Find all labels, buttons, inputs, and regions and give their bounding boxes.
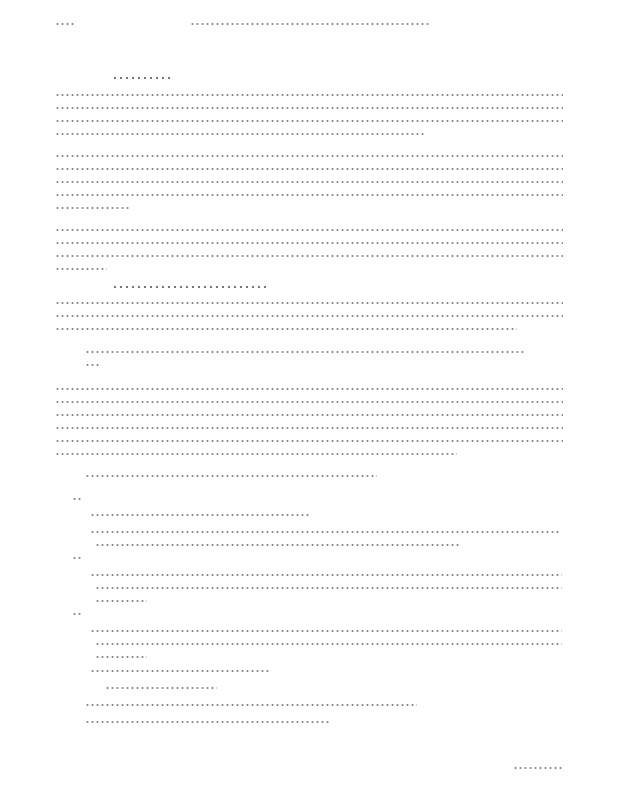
list-item-marker <box>72 612 82 616</box>
list-item <box>95 543 460 547</box>
list-item <box>90 573 562 577</box>
section-heading <box>112 76 174 80</box>
list-item <box>85 720 329 724</box>
list-item <box>90 513 310 517</box>
list-item <box>95 599 147 603</box>
list-item-marker <box>72 556 82 560</box>
list-item <box>90 669 270 673</box>
list-item <box>105 686 217 690</box>
page-number <box>513 766 563 774</box>
list-item <box>90 530 560 534</box>
running-header-center <box>190 22 430 30</box>
list-intro <box>85 474 377 478</box>
list-item <box>95 655 147 659</box>
running-header-left <box>55 22 75 30</box>
list-item-marker <box>72 497 82 501</box>
list-item <box>95 642 562 646</box>
list-item <box>85 703 417 707</box>
section-heading <box>112 285 267 289</box>
list-item <box>90 629 562 633</box>
list-item <box>95 586 562 590</box>
